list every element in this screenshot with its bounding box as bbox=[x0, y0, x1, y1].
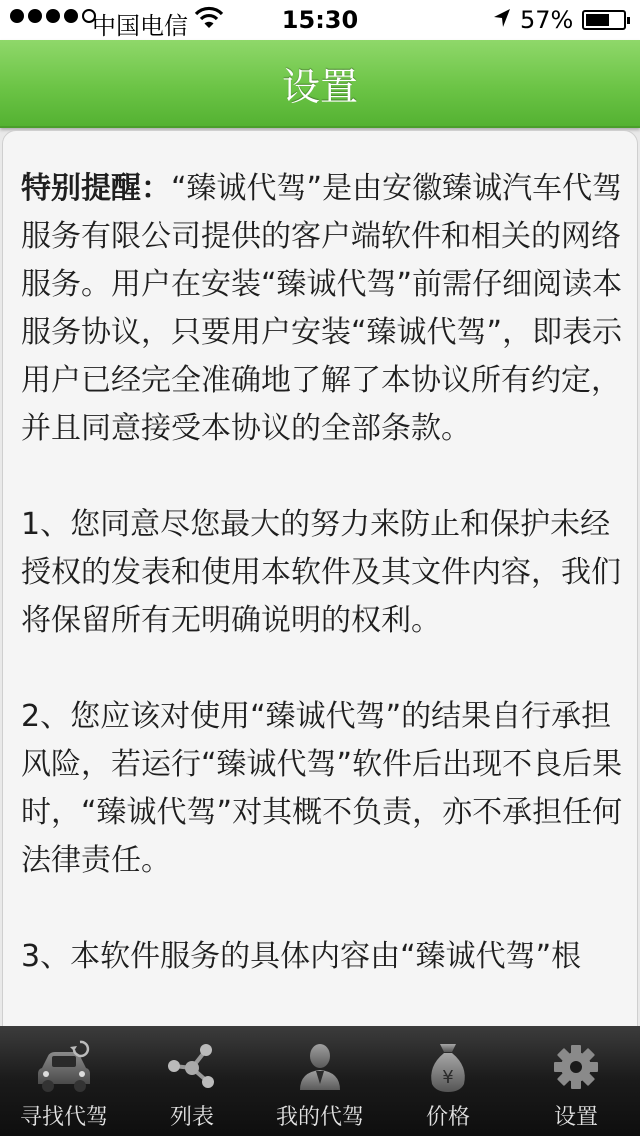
status-time: 15:30 bbox=[281, 6, 359, 34]
svg-text:¥: ¥ bbox=[442, 1067, 454, 1088]
tab-bar bbox=[0, 1026, 640, 1136]
agreement-clause-2: 2、您应该对使用“臻诚代驾”的结果自行承担风险，若运行“臻诚代驾”软件后出现不良后果时，“臻诚代驾”对其概不负责，亦不承担任何法律责任。 bbox=[21, 699, 623, 878]
agreement-intro bbox=[21, 165, 625, 453]
person-icon bbox=[290, 1038, 350, 1096]
tab-label: 列表 bbox=[169, 1105, 214, 1130]
page-title: 设置 bbox=[281, 65, 358, 109]
tab-label: 寻找代驾 bbox=[19, 1105, 108, 1130]
tab-settings[interactable] bbox=[512, 1026, 640, 1136]
tab-list[interactable] bbox=[128, 1026, 256, 1136]
tab-price[interactable] bbox=[384, 1026, 512, 1136]
intro-text: “臻诚代驾”是由安徽臻诚汽车代驾服务有限公司提供的客户端软件和相关的网络服务。用户在安装“臻诚代驾”前需仔细阅读本服务协议，只要用户安装“臻诚代驾”，即表示用户已经完全准确地了解了本协议所有约定，并且同意接受本协议的全部条款。 bbox=[21, 171, 623, 446]
tab-label: 我的代驾 bbox=[275, 1105, 364, 1130]
agreement-scroll-view[interactable] bbox=[2, 130, 638, 1030]
status-bar bbox=[0, 0, 640, 40]
money-bag-icon bbox=[418, 1038, 478, 1096]
tab-my-driver[interactable] bbox=[256, 1026, 384, 1136]
navigation-bar bbox=[0, 40, 640, 128]
location-arrow-icon bbox=[492, 6, 512, 36]
tab-label: 设置 bbox=[553, 1105, 598, 1130]
battery-icon bbox=[582, 10, 626, 30]
tab-label: 价格 bbox=[425, 1105, 470, 1130]
agreement-text bbox=[21, 165, 625, 1029]
car-icon bbox=[34, 1038, 94, 1096]
list-share-icon bbox=[162, 1038, 222, 1096]
tab-find-driver[interactable] bbox=[0, 1026, 128, 1136]
intro-label: 特别提醒： bbox=[21, 171, 171, 206]
agreement-clause-1: 1、您同意尽您最大的努力来防止和保护未经授权的发表和使用本软件及其文件内容，我们将保留所有无明确说明的权利。 bbox=[21, 507, 621, 638]
carrier-name: 中国电信 bbox=[92, 12, 188, 40]
gear-icon bbox=[546, 1038, 606, 1096]
agreement-clause-3: 3、本软件服务的具体内容由“臻诚代驾”根 bbox=[21, 939, 582, 974]
battery-percent: 57% bbox=[520, 6, 574, 34]
